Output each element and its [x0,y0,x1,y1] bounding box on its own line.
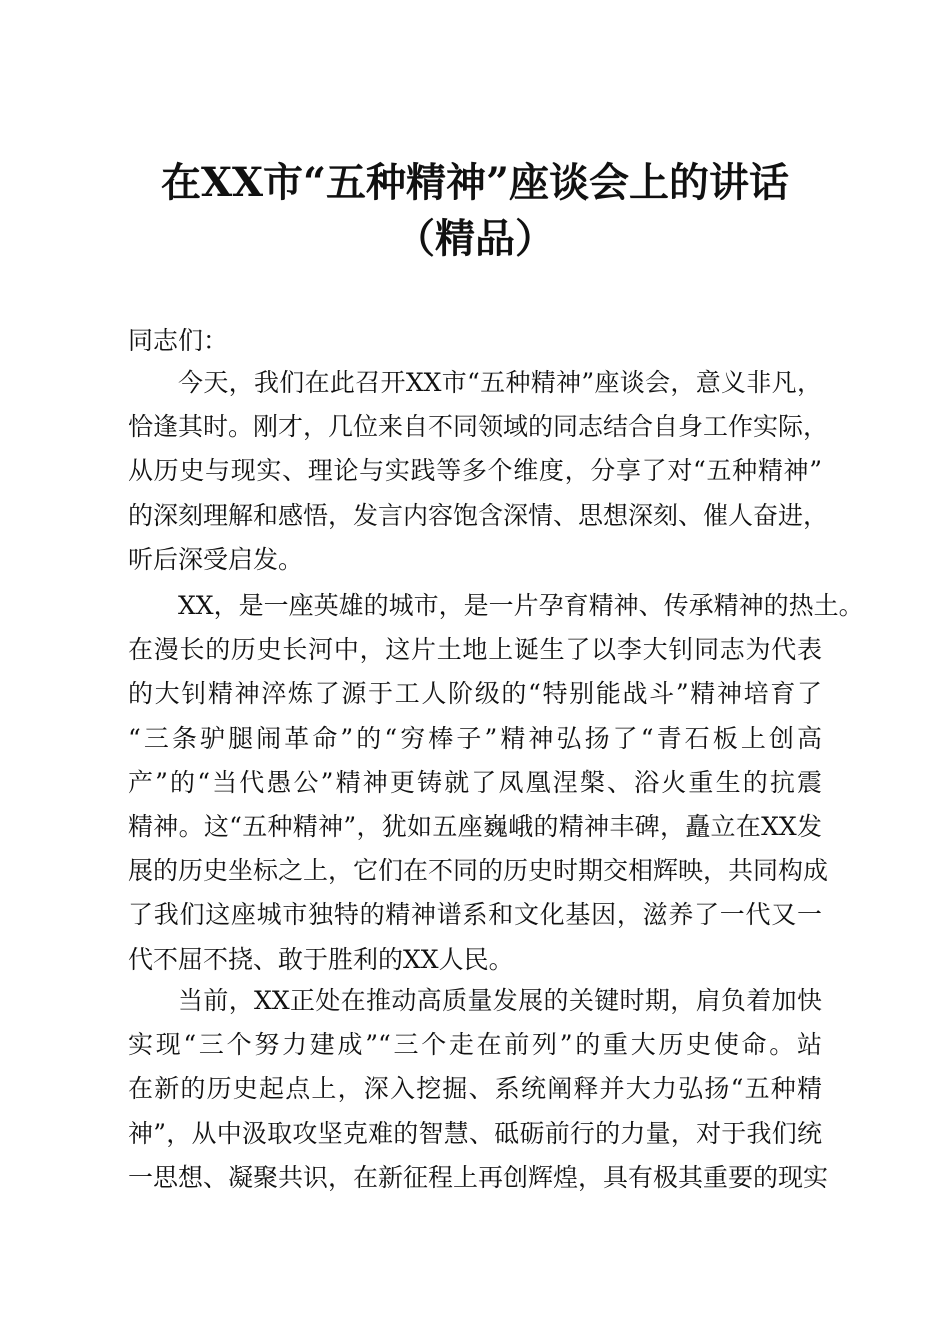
document-title: 在XX市“五种精神”座谈会上的讲话 [160,159,790,206]
paragraph-line: 了我们这座城市独特的精神谱系和文化基因，滋养了一代又一 [128,900,822,930]
paragraph-line: 的深刻理解和感悟，发言内容饱含深情、思想深刻、催人奋进， [128,500,829,530]
paragraph-line: 的大钊精神淬炼了源于工人阶级的“特别能战斗”精神培育了 [128,679,822,709]
paragraph-line: 代不屈不挠、敢于胜利的XX人民。 [128,944,514,974]
paragraph-line: 实现“三个努力建成”“三个走在前列”的重大历史使命。站 [128,1030,822,1060]
salutation: 同志们： [128,326,229,355]
paragraph-line: 展的历史坐标之上，它们在不同的历史时期交相辉映，共同构成 [128,856,829,886]
paragraph-line: “三条驴腿闹革命”的“穷棒子”精神弘扬了“青石板上创高 [128,723,822,753]
paragraph-line: 听后深受启发。 [128,544,304,574]
paragraph-line: 在漫长的历史长河中，这片土地上诞生了以李大钊同志为代表 [128,635,822,665]
paragraph-line: 当前，XX正处在推动高质量发展的关键时期，肩负着加快 [178,986,822,1015]
paragraph-line: 在新的历史起点上，深入挖掘、系统阐释并大力弘扬“五种精 [128,1074,822,1104]
paragraph-line: 精神。这“五种精神”，犹如五座巍峨的精神丰碑，矗立在XX发 [128,812,822,841]
paragraph-line: 从历史与现实、理论与实践等多个维度，分享了对“五种精神” [128,456,822,486]
paragraph-line: 产”的“当代愚公”精神更铸就了凤凰涅槃、浴火重生的抗震 [128,767,822,797]
paragraph-line: XX，是一座英雄的城市，是一片孕育精神、传承精神的热土。 [178,591,864,620]
document-title-suffix: （精品） [395,215,555,262]
paragraph-line: 恰逢其时。刚才，几位来自不同领域的同志结合自身工作实际， [128,412,829,442]
paragraph-line: 神”，从中汲取攻坚克难的智慧、砥砺前行的力量，对于我们统 [128,1118,822,1148]
paragraph-line: 今天，我们在此召开XX市“五种精神”座谈会，意义非凡， [178,368,822,397]
paragraph-line: 一思想、凝聚共识，在新征程上再创辉煌，具有极其重要的现实 [128,1162,829,1192]
